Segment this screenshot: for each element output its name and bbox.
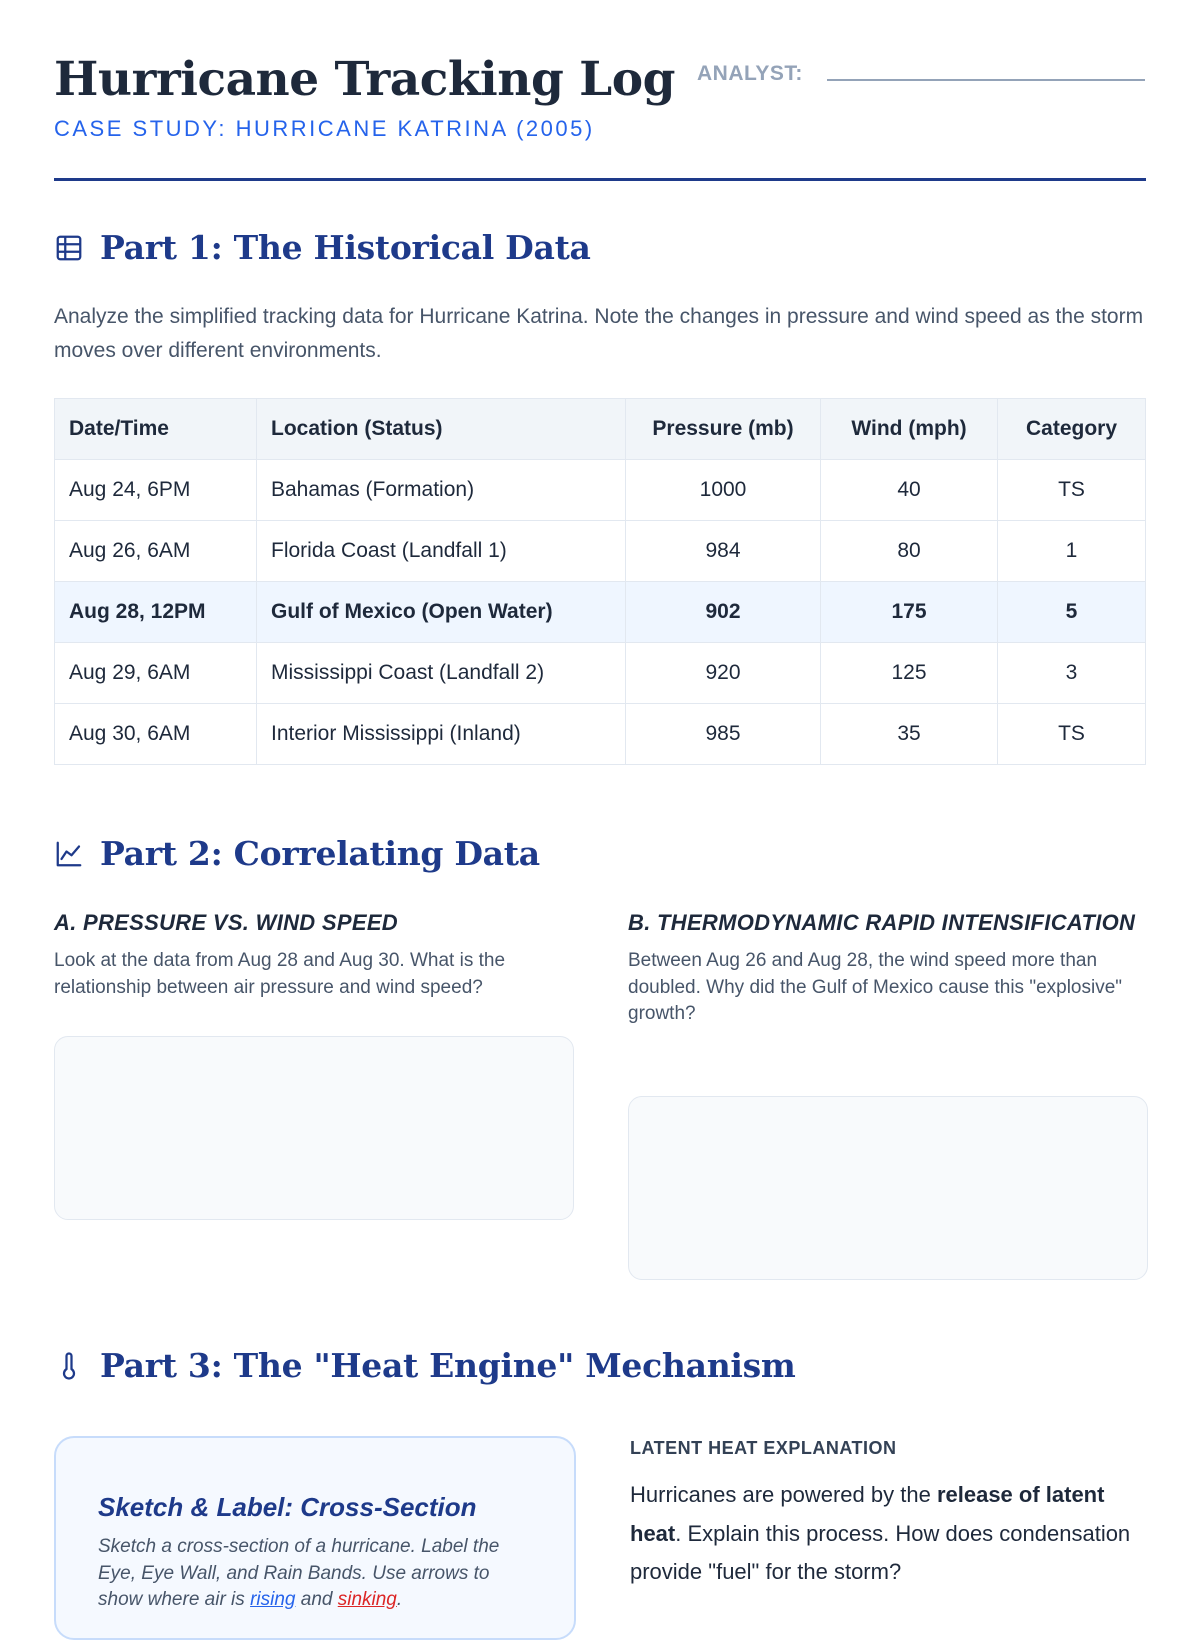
cell-location: Bahamas (Formation) [257,460,626,521]
cell-date: Aug 30, 6AM [55,704,257,765]
column-header: Pressure (mb) [626,399,821,460]
part2-heading [54,834,540,873]
cell-date: Aug 26, 6AM [55,521,257,582]
cell-category: 1 [998,521,1146,582]
page-subtitle: CASE STUDY: HURRICANE KATRINA (2005) [54,116,595,141]
table-row [55,643,1146,704]
header [54,0,1146,181]
answer-box-a[interactable] [54,1036,574,1220]
table-icon [54,233,84,263]
table-row [55,521,1146,582]
table-row-highlighted [55,582,1146,643]
part1-intro: Analyze the simplified tracking data for Hurricane Katrina. Note the changes in pressure and wind speed as the storm moves over different environments. [54,305,1144,362]
question-a-text: Look at the data from Aug 28 and Aug 30. What is the relationship between air pressure and wind speed? [54,950,506,998]
analyst-label: ANALYST: [697,62,803,85]
question-a-title: A. PRESSURE VS. WIND SPEED [54,910,398,935]
latent-heat-prompt [630,1476,1146,1592]
cell-pressure: 984 [626,521,821,582]
table-row [55,460,1146,521]
sketch-text-start: Sketch a cross-section of a hurricane. Label the Eye, Eye Wall, and Rain Bands. Use arrows to show where air is [98,1536,500,1610]
sketch-text-end: . [396,1589,403,1610]
latent-text-start: Hurricanes are powered by the [630,1482,937,1507]
column-header: Wind (mph) [821,399,998,460]
analyst-name-field[interactable] [827,79,1145,81]
worksheet-page [54,0,1146,1610]
cell-date: Aug 28, 12PM [55,582,257,643]
cell-category: TS [998,704,1146,765]
cell-pressure: 902 [626,582,821,643]
page-title: Hurricane Tracking Log [54,52,675,107]
latent-text-end: . Explain this process. How does condensation provide "fuel" for the storm? [630,1520,1131,1584]
sketch-area[interactable] [54,1436,576,1640]
part2-title: Part 2: Correlating Data [100,834,540,873]
cell-pressure: 1000 [626,460,821,521]
cell-location: Gulf of Mexico (Open Water) [257,582,626,643]
cell-wind: 40 [821,460,998,521]
question-b-text: Between Aug 26 and Aug 28, the wind speed more than doubled. Why did the Gulf of Mexico cause this "explosive" growth? [628,950,1123,1024]
question-b [628,906,1148,1028]
line-chart-icon [54,839,84,869]
part1-title: Part 1: The Historical Data [100,228,591,267]
cell-category: TS [998,460,1146,521]
thermometer-icon [54,1351,84,1381]
cell-wind: 35 [821,704,998,765]
cell-category: 5 [998,582,1146,643]
part3-heading [54,1346,796,1385]
cell-wind: 80 [821,521,998,582]
table-header-row [55,399,1146,460]
sketch-title: Sketch & Label: Cross-Section [98,1492,477,1522]
cell-wind: 125 [821,643,998,704]
part3-title: Part 3: The "Heat Engine" Mechanism [100,1346,796,1385]
latent-text-bold: release of latent heat [630,1482,1105,1546]
cell-location: Mississippi Coast (Landfall 2) [257,643,626,704]
cell-location: Florida Coast (Landfall 1) [257,521,626,582]
column-header: Category [998,399,1146,460]
question-a [54,906,574,1001]
column-header: Date/Time [55,399,257,460]
cell-location: Interior Mississippi (Inland) [257,704,626,765]
cell-pressure: 920 [626,643,821,704]
cell-pressure: 985 [626,704,821,765]
sketch-text-and: and [295,1589,338,1610]
latent-heat-label: LATENT HEAT EXPLANATION [630,1438,897,1458]
question-b-title: B. THERMODYNAMIC RAPID INTENSIFICATION [628,910,1136,935]
column-header: Location (Status) [257,399,626,460]
cell-date: Aug 29, 6AM [55,643,257,704]
rising-label: rising [250,1589,296,1610]
cell-wind: 175 [821,582,998,643]
answer-box-b[interactable] [628,1096,1148,1280]
part1-heading [54,228,591,267]
cell-category: 3 [998,643,1146,704]
sketch-instructions [98,1534,538,1614]
sinking-label: sinking [337,1589,397,1610]
table-row [55,704,1146,765]
tracking-table [54,398,1146,765]
cell-date: Aug 24, 6PM [55,460,257,521]
